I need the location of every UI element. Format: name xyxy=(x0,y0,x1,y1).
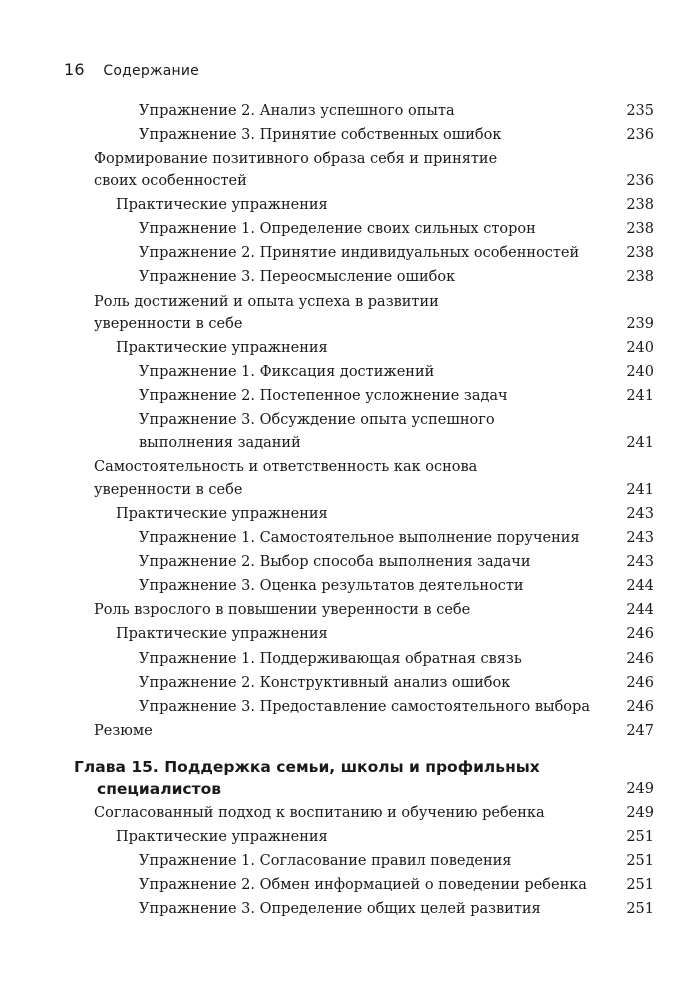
toc-entry-title: Упражнение 2. Конструктивный анализ ошибок xyxy=(139,675,511,691)
toc-entry-page: 238 xyxy=(626,197,654,213)
toc-entry-title: Роль взрослого в повышении уверенности в себе xyxy=(94,602,471,618)
chapter-title: Глава 15. Поддержка семьи, школы и профильных xyxy=(74,758,540,776)
toc-entry-page: 251 xyxy=(626,877,654,893)
toc-entry-title: Практические упражнения xyxy=(116,197,328,213)
toc-entry-title: Практические упражнения xyxy=(116,626,328,642)
toc-entry-page: 251 xyxy=(626,853,654,869)
toc-entry-title: Упражнение 1. Поддерживающая обратная связь xyxy=(139,651,522,667)
toc-entry-title: Упражнение 2. Принятие индивидуальных особенностей xyxy=(139,245,580,261)
toc-entry-page: 240 xyxy=(626,364,654,380)
toc-entry-title: Роль достижений и опыта успеха в развитии xyxy=(94,294,439,310)
toc-entry-page: 241 xyxy=(626,482,654,498)
toc-entry-title: Упражнение 3. Определение общих целей развития xyxy=(139,901,541,917)
toc-entry-page: 246 xyxy=(626,675,654,691)
toc-entry-page: 247 xyxy=(626,723,654,739)
toc-entry-page: 243 xyxy=(626,554,654,570)
toc-entry-title: Упражнение 1. Определение своих сильных сторон xyxy=(139,221,536,237)
toc-entry-title: Практические упражнения xyxy=(116,506,328,522)
toc-entry-title: Упражнение 1. Согласование правил поведения xyxy=(139,853,512,869)
toc-entry-page: 238 xyxy=(626,221,654,237)
toc-entry-page: 238 xyxy=(626,245,654,261)
toc-entry-page: 246 xyxy=(626,626,654,642)
toc-entry-page: 243 xyxy=(626,506,654,522)
toc-entry-title: Резюме xyxy=(94,723,153,739)
toc-entry-title: уверенности в себе xyxy=(94,316,243,332)
chapter-title: специалистов xyxy=(97,780,222,798)
toc-entry-title: Упражнение 3. Принятие собственных ошибок xyxy=(139,127,502,143)
toc-entry-page: 249 xyxy=(626,781,654,797)
toc-entry-title: Упражнение 3. Переосмысление ошибок xyxy=(139,269,456,285)
toc-entry-page: 244 xyxy=(626,602,654,618)
toc-entry-title: Упражнение 2. Постепенное усложнение задач xyxy=(139,388,508,404)
toc-entry-page: 251 xyxy=(626,829,654,845)
toc-entry-page: 238 xyxy=(626,269,654,285)
toc-entry-page: 241 xyxy=(626,435,654,451)
toc-entry-page: 235 xyxy=(626,103,654,119)
toc-entry-page: 236 xyxy=(626,127,654,143)
toc-entry-page: 241 xyxy=(626,388,654,404)
toc-entry-title: Упражнение 3. Обсуждение опыта успешного xyxy=(139,412,495,428)
toc-entry-page: 236 xyxy=(626,173,654,189)
toc-entry-title: Формирование позитивного образа себя и принятие xyxy=(94,151,498,167)
toc-entry-page: 246 xyxy=(626,651,654,667)
toc-entry-title: Согласованный подход к воспитанию и обучению ребенка xyxy=(94,805,545,821)
toc-entry-title: своих особенностей xyxy=(94,173,247,189)
toc-entry-page: 244 xyxy=(626,578,654,594)
page-header xyxy=(64,60,199,79)
toc-entry-title: Упражнение 3. Предоставление самостоятельного выбора xyxy=(139,699,590,715)
toc-entry-title: Упражнение 3. Оценка результатов деятельности xyxy=(139,578,524,594)
toc-entry-page: 240 xyxy=(626,340,654,356)
toc-entry-title: Самостоятельность и ответственность как основа xyxy=(94,459,478,475)
toc-entry-title: Упражнение 2. Выбор способа выполнения задачи xyxy=(139,554,531,570)
toc-entry-title: уверенности в себе xyxy=(94,482,243,498)
toc-entry-page: 251 xyxy=(626,901,654,917)
toc-entry-title: Практические упражнения xyxy=(116,340,328,356)
toc-entry-title: выполнения заданий xyxy=(139,435,301,451)
section-title: Содержание xyxy=(103,63,199,79)
toc-entry-title: Упражнение 2. Обмен информацией о поведении ребенка xyxy=(139,877,587,893)
toc-entry-title: Практические упражнения xyxy=(116,829,328,845)
toc-entry-page: 239 xyxy=(626,316,654,332)
toc-entry-page: 249 xyxy=(626,805,654,821)
toc-entry-title: Упражнение 1. Самостоятельное выполнение поручения xyxy=(139,530,580,546)
toc-entry-title: Упражнение 1. Фиксация достижений xyxy=(139,364,435,380)
toc-entry-title: Упражнение 2. Анализ успешного опыта xyxy=(139,103,455,119)
toc-entry-page: 243 xyxy=(626,530,654,546)
page-number: 16 xyxy=(64,60,85,79)
toc-entry-page: 246 xyxy=(626,699,654,715)
